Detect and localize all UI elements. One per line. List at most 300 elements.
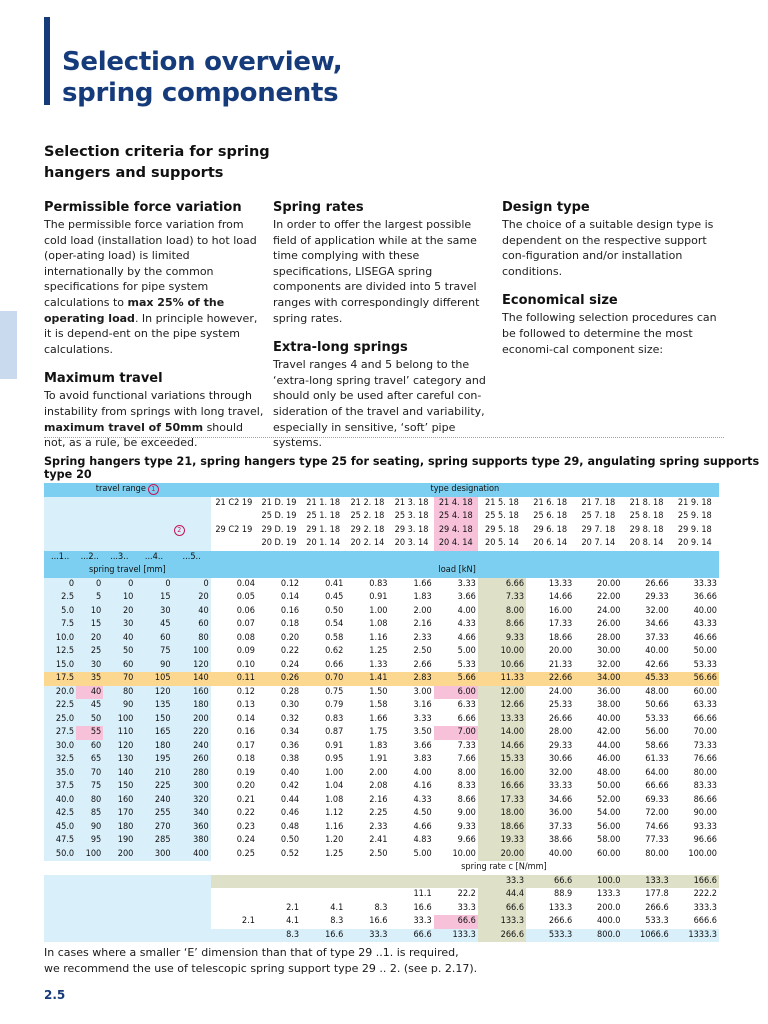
spring-rate-cell: 8.3: [330, 916, 344, 926]
load-cell: 0.95: [325, 754, 344, 764]
travel-cell: 37.5: [44, 780, 76, 794]
load-cell: 61.33: [645, 754, 669, 764]
economical-size-heading: Economical size: [502, 293, 618, 309]
load-cell: 33.33: [693, 578, 717, 589]
load-cell: 18.66: [548, 632, 573, 643]
travel-cell: 15: [76, 618, 103, 632]
spring-rate-cell: 533.3: [645, 916, 669, 926]
spring-rate-cell: 4.1: [286, 916, 300, 926]
travel-cell: 40.0: [44, 794, 76, 808]
travel-cell: 200: [173, 713, 211, 727]
travel-cell: 30: [135, 605, 172, 619]
travel-cell: 0: [76, 578, 103, 592]
type-designation-cell: 21 2. 18: [350, 497, 385, 508]
section-heading: [44, 142, 274, 184]
load-cell: 10.00: [478, 645, 526, 659]
load-cell: 90.00: [693, 808, 717, 818]
load-cell: 46.66: [693, 632, 717, 643]
load-cell: 54.00: [597, 808, 621, 818]
travel-range-blank: [44, 497, 211, 511]
table-row: [44, 888, 719, 902]
travel-cell: 15.0: [44, 659, 76, 673]
load-cell: 1.20: [325, 835, 344, 845]
load-cell: 76.66: [693, 754, 717, 764]
table-row: [44, 767, 719, 781]
load-cell: 60.00: [693, 686, 717, 697]
travel-cell: 55: [76, 726, 103, 740]
load-cell: 0.11: [211, 672, 257, 686]
type-designation-cell: 29 8. 18: [629, 524, 664, 535]
range-code-cell: ...4..: [135, 551, 172, 565]
travel-cell: 90: [103, 699, 135, 713]
travel-cell: 240: [173, 740, 211, 754]
type-designation-cell: 21 9. 18: [677, 497, 712, 508]
load-cell: 8.33: [457, 781, 476, 791]
load-cell: 14.66: [478, 740, 526, 754]
extra-long-springs-heading: Extra-long springs: [273, 340, 408, 356]
type-designation-cell: 25 D. 19: [261, 511, 297, 521]
load-cell: 46.00: [597, 754, 621, 764]
load-cell: 56.66: [671, 672, 719, 686]
load-cell: 38.66: [548, 835, 573, 845]
travel-cell: 300: [135, 848, 172, 862]
table-row: [44, 672, 719, 686]
table-row: [44, 551, 719, 565]
load-cell: 2.33: [369, 821, 388, 832]
table-row: [44, 713, 719, 727]
load-cell: 64.00: [645, 767, 669, 778]
table-row: [44, 780, 719, 794]
travel-cell: 20: [103, 605, 135, 619]
load-cell: 52.00: [597, 794, 621, 805]
load-cell: 1.66: [369, 713, 388, 724]
load-cell: 29.33: [645, 592, 669, 602]
load-cell: 0.46: [280, 808, 300, 818]
spring-rate-cell: [211, 929, 257, 943]
load-cell: 26.00: [597, 619, 621, 629]
table-row: [44, 861, 719, 875]
load-cell: 0.25: [236, 848, 255, 859]
load-cell: 20.00: [548, 646, 573, 656]
load-cell: 0.42: [280, 781, 300, 791]
type-designation-cell: 25 2. 18: [350, 511, 385, 521]
travel-cell: 150: [135, 713, 172, 727]
load-cell: 2.16: [369, 794, 388, 805]
travel-cell: 40: [103, 632, 135, 646]
load-cell: 17.33: [548, 619, 573, 629]
marker-2-icon: 2: [174, 525, 185, 536]
load-cell: 0.06: [236, 605, 255, 616]
table-title: Spring hangers type 21, spring hangers type 25 for seating, spring supports type 29, angulating spring supports type 20: [44, 455, 760, 481]
travel-cell: 20: [76, 632, 103, 646]
load-cell: 0.12: [236, 686, 255, 697]
travel-cell: 180: [103, 821, 135, 835]
travel-cell: 35: [76, 672, 103, 686]
load-cell: 34.66: [548, 794, 573, 805]
selection-table: [44, 483, 719, 942]
load-cell: 4.33: [457, 619, 476, 629]
blank-cell: [44, 861, 211, 875]
load-cell: 0.48: [280, 821, 300, 832]
travel-cell: 10: [103, 591, 135, 605]
page-title-line-2: spring components: [62, 78, 339, 108]
load-cell: 43.33: [693, 619, 717, 629]
table-row: [44, 564, 719, 578]
travel-range-blank: [44, 524, 211, 538]
spring-rate-cell: 222.2: [693, 889, 717, 899]
type-designation-cell: 25 1. 18: [306, 511, 341, 521]
pfv-text-part-1: The permissible force variation from cold load (installation load) to hot load (oper-ating load) is limited internationally by the common specifications for pipe system calculations to: [44, 218, 257, 309]
travel-cell: 7.5: [44, 618, 76, 632]
load-cell: 34.66: [645, 619, 669, 629]
type-designation-cell: 21 1. 18: [306, 497, 341, 508]
spring-rate-cell: [389, 875, 433, 889]
spring-rate-cell: [301, 875, 345, 889]
spring-rate-cell: 533.3: [526, 929, 574, 943]
type-designation-cell: 21 5. 18: [485, 497, 519, 508]
load-cell: 1.25: [369, 646, 388, 656]
table-row: [44, 834, 719, 848]
travel-cell: 50.0: [44, 848, 76, 862]
type-designation-cell: [211, 510, 257, 524]
load-cell: 0.21: [236, 794, 255, 805]
travel-range-blank: [44, 537, 211, 551]
spring-rate-cell: [301, 888, 345, 902]
spring-rate-cell: 1066.6: [622, 929, 670, 943]
travel-cell: 17.5: [44, 672, 76, 686]
travel-cell: 80: [103, 686, 135, 700]
load-cell: 9.33: [457, 821, 476, 832]
load-cell: 0.26: [257, 672, 301, 686]
travel-cell: 255: [135, 807, 172, 821]
type-designation-cell: 29 7. 18: [581, 524, 616, 535]
type-designation-cell: 25 6. 18: [533, 511, 568, 521]
load-cell: 66.66: [645, 781, 669, 791]
travel-cell: 360: [173, 821, 211, 835]
load-cell: 0.14: [236, 713, 255, 724]
load-cell: 26.66: [548, 713, 573, 724]
load-cell: 6.66: [457, 713, 476, 724]
load-cell: 60.00: [597, 848, 621, 859]
table-row: [44, 699, 719, 713]
divider: [44, 437, 724, 438]
load-cell: 13.33: [548, 578, 573, 589]
rate-lead-cell: [44, 875, 211, 889]
load-cell: 21.33: [548, 659, 573, 670]
spring-rate-label: spring rate c [N/mm]: [461, 862, 547, 872]
load-cell: 18.66: [478, 821, 526, 835]
table-row: [44, 483, 719, 497]
economical-size-text: The following selection procedures can be followed to determine the most economi-cal component size:: [502, 311, 717, 356]
travel-cell: 210: [135, 767, 172, 781]
travel-cell: 40: [76, 686, 103, 700]
table-row: [44, 740, 719, 754]
spring-rate-cell: 66.6: [434, 915, 478, 929]
travel-cell: 42.5: [44, 807, 76, 821]
pfv-text-bold: max 25% of the operating load: [44, 295, 225, 325]
table-row: [44, 686, 719, 700]
load-cell: 42.66: [645, 659, 669, 670]
travel-cell: 5: [76, 591, 103, 605]
load-cell: 7.66: [457, 754, 476, 764]
type-designation-cell: 25 9. 18: [677, 511, 712, 521]
load-cell: 0.79: [325, 700, 344, 710]
spring-rate-cell: [345, 875, 389, 889]
load-cell: 42.00: [597, 727, 621, 737]
load-cell: 17.33: [478, 794, 526, 808]
travel-cell: 190: [103, 834, 135, 848]
load-cell: 56.00: [645, 727, 669, 737]
load-cell: 70.00: [693, 727, 717, 737]
extra-long-springs-text: Travel ranges 4 and 5 belong to the ‘extra-long spring travel’ category and should only be used after careful con-sideration of the travel and variability, especially in sensitive, ‘soft’ pipe systems.: [273, 358, 486, 450]
load-cell: 0.22: [236, 808, 255, 818]
spring-rate-cell: 66.6: [389, 929, 433, 943]
travel-cell: 150: [103, 780, 135, 794]
load-cell: 3.33: [413, 713, 432, 724]
load-cell: 1.83: [369, 740, 388, 751]
footnote: [44, 945, 477, 977]
load-cell: 58.00: [597, 835, 621, 845]
travel-cell: 50: [103, 645, 135, 659]
load-cell: 0.16: [236, 727, 255, 737]
spring-rate-cell: [211, 902, 257, 916]
load-cell: 28.00: [597, 632, 621, 643]
load-cell: 6.33: [457, 700, 476, 710]
load-cell: 2.50: [369, 848, 388, 859]
type-designation-cell: 21 8. 18: [629, 497, 664, 508]
rate-lead-cell: [44, 902, 211, 916]
load-cell: 0.40: [280, 767, 300, 778]
travel-cell: 195: [135, 753, 172, 767]
type-designation-cell: 20 4. 14: [434, 537, 478, 551]
text-column-1: [44, 200, 264, 465]
table-row: [44, 807, 719, 821]
load-cell: 0.24: [236, 835, 255, 845]
load-cell: 58.66: [645, 740, 669, 751]
load-cell: 77.33: [645, 835, 669, 845]
load-cell: 4.00: [413, 767, 432, 778]
maximum-travel-heading: Maximum travel: [44, 371, 163, 387]
travel-cell: 160: [173, 686, 211, 700]
range-code-cell: ...5..: [173, 551, 211, 565]
spring-rate-cell: 16.6: [369, 916, 388, 926]
travel-cell: 270: [135, 821, 172, 835]
load-cell: 37.33: [548, 821, 573, 832]
load-cell: 32.00: [597, 659, 621, 670]
load-cell: 15.33: [478, 753, 526, 767]
load-cell: 30.66: [548, 754, 573, 764]
type-designation-cell: 20 D. 19: [261, 538, 297, 548]
travel-cell: 90: [135, 659, 172, 673]
load-cell: 18.00: [478, 807, 526, 821]
spring-rate-cell: 266.6: [478, 929, 526, 943]
type-designation-cell: 21 3. 18: [394, 497, 429, 508]
spring-rate-cell: [257, 875, 301, 889]
load-cell: 10.66: [478, 659, 526, 673]
travel-cell: 45: [135, 618, 172, 632]
load-cell: 50.00: [693, 646, 717, 656]
load-cell: 26.66: [645, 578, 669, 589]
type-designation-cell: 21 C2 19: [215, 497, 253, 508]
load-cell: 29.33: [548, 740, 573, 751]
load-cell: 0.28: [280, 686, 300, 697]
text-column-2: [273, 200, 495, 465]
travel-cell: 200: [103, 848, 135, 862]
load-cell: 13.33: [478, 713, 526, 727]
load-cell: 6.66: [478, 578, 526, 592]
load-cell: 4.66: [457, 632, 476, 643]
load-cell: 96.66: [693, 835, 717, 845]
type-designation-cell: 29 6. 18: [533, 524, 568, 535]
load-cell: 0.04: [236, 578, 255, 589]
type-designation-cell: 20 5. 14: [485, 538, 519, 548]
load-cell: 12.66: [478, 699, 526, 713]
spring-rate-cell: 266.6: [645, 902, 669, 913]
type-designation-cell: 20 1. 14: [306, 538, 341, 548]
load-cell: 14.66: [548, 592, 573, 602]
section-heading-line-1: Selection criteria for spring: [44, 144, 270, 160]
travel-cell: 120: [135, 686, 172, 700]
type-designation-cell: 20 3. 14: [394, 538, 429, 548]
load-cell: 36.00: [548, 808, 573, 818]
load-cell: 24.00: [548, 686, 573, 697]
load-cell: 33.33: [548, 781, 573, 791]
load-cell: 1.41: [345, 672, 389, 686]
load-cell: 32.00: [645, 605, 669, 616]
load-cell: 72.00: [645, 808, 669, 818]
load-cell: 1.08: [325, 794, 344, 805]
travel-cell: 220: [173, 726, 211, 740]
permissible-force-variation-heading: Permissible force variation: [44, 200, 242, 215]
load-cell: 0.07: [236, 619, 255, 629]
load-cell: 11.33: [478, 672, 526, 686]
load-cell: 0.24: [280, 659, 300, 670]
travel-cell: 100: [173, 645, 211, 659]
load-cell: 2.16: [413, 619, 432, 629]
type-designation-cell: 29 C2 19: [215, 524, 253, 535]
travel-cell: 65: [76, 753, 103, 767]
spring-rate-cell: 2.1: [286, 902, 300, 913]
table-row: [44, 578, 719, 592]
section-heading-line-2: hangers and supports: [44, 165, 224, 181]
type-designation-cell: 25 7. 18: [581, 511, 616, 521]
spring-rate-cell: 800.0: [574, 929, 622, 943]
design-type-heading: Design type: [502, 200, 590, 215]
load-cell: 8.66: [457, 794, 476, 805]
load-cell: 9.66: [457, 835, 476, 845]
load-cell: 73.33: [693, 740, 717, 751]
load-cell: 48.00: [645, 686, 669, 697]
page-title-line-1: Selection overview,: [62, 47, 343, 77]
spring-rate-cell: 2.1: [241, 916, 255, 926]
load-cell: 16.00: [478, 767, 526, 781]
spring-rate-cell: 66.6: [526, 875, 574, 889]
spring-rate-cell: 66.6: [478, 902, 526, 916]
load-cell: 0.41: [325, 578, 344, 589]
travel-cell: 340: [173, 807, 211, 821]
travel-cell: 25.0: [44, 713, 76, 727]
load-cell: 32.00: [548, 767, 573, 778]
spring-rate-cell: 33.3: [413, 916, 432, 926]
load-cell: 0.17: [236, 740, 255, 751]
load-cell: 86.66: [693, 794, 717, 805]
load-cell: 7.33: [457, 740, 476, 751]
load-cell: 0.91: [325, 740, 344, 751]
travel-cell: 130: [103, 753, 135, 767]
load-cell: 4.50: [413, 808, 432, 818]
travel-cell: 20.0: [44, 686, 76, 700]
load-cell: 3.66: [413, 740, 432, 751]
load-cell: 80.00: [693, 767, 717, 778]
spring-rate-cell: 133.3: [434, 929, 478, 943]
spring-rate-cell: 33.3: [457, 902, 476, 913]
travel-cell: 15: [135, 591, 172, 605]
load-cell: 1.08: [369, 619, 388, 629]
marker-1-icon: 1: [148, 484, 159, 495]
spring-rate-cell: 133.3: [548, 902, 573, 913]
mt-text-bold: maximum travel of 50mm: [44, 420, 204, 434]
load-cell: 0.05: [236, 592, 255, 602]
load-cell: 66.66: [693, 713, 717, 724]
load-cell: 9.33: [478, 632, 526, 646]
travel-cell: 2.5: [44, 591, 76, 605]
travel-cell: 75: [135, 645, 172, 659]
load-cell: 0.38: [280, 754, 300, 764]
permissible-force-variation-text: [44, 217, 264, 357]
mt-text-part-2: should not, as a rule, be exceeded.: [44, 420, 244, 450]
table-row: [44, 875, 719, 889]
travel-cell: 165: [135, 726, 172, 740]
travel-cell: 160: [103, 794, 135, 808]
load-cell: 14.00: [478, 726, 526, 740]
travel-cell: 280: [173, 767, 211, 781]
load-cell: 0.62: [325, 646, 344, 656]
spring-rate-cell: [345, 888, 389, 902]
table-row: [44, 902, 719, 916]
travel-cell: 240: [135, 794, 172, 808]
load-cell: 0.18: [236, 754, 255, 764]
spring-rate-cell: [211, 875, 257, 889]
load-cell: 1.12: [325, 808, 344, 818]
load-cell: 37.33: [645, 632, 669, 643]
blank-cell: [211, 551, 719, 565]
travel-cell: 50: [76, 713, 103, 727]
spring-rate-cell: [257, 888, 301, 902]
load-cell: 2.00: [369, 767, 388, 778]
load-cell: 1.66: [413, 578, 432, 589]
load-cell: 4.16: [413, 781, 432, 791]
travel-cell: 30: [76, 659, 103, 673]
load-cell: 2.08: [369, 781, 388, 791]
travel-cell: 400: [173, 848, 211, 862]
type-designation-cell: 25 8. 18: [629, 511, 664, 521]
travel-cell: 70: [76, 767, 103, 781]
spring-rate-cell: 666.6: [693, 916, 717, 926]
travel-cell: 60: [173, 618, 211, 632]
travel-cell: 45.0: [44, 821, 76, 835]
travel-cell: 100: [76, 848, 103, 862]
table-row: [44, 497, 719, 511]
load-cell: 22.00: [597, 592, 621, 602]
table-row: [44, 848, 719, 862]
travel-cell: 10: [76, 605, 103, 619]
travel-cell: 80: [173, 632, 211, 646]
table-row: [44, 794, 719, 808]
load-cell: 0.87: [325, 727, 344, 737]
load-cell: 1.50: [369, 686, 388, 697]
load-cell: 7.00: [434, 726, 478, 740]
load-cell: 16.66: [478, 780, 526, 794]
